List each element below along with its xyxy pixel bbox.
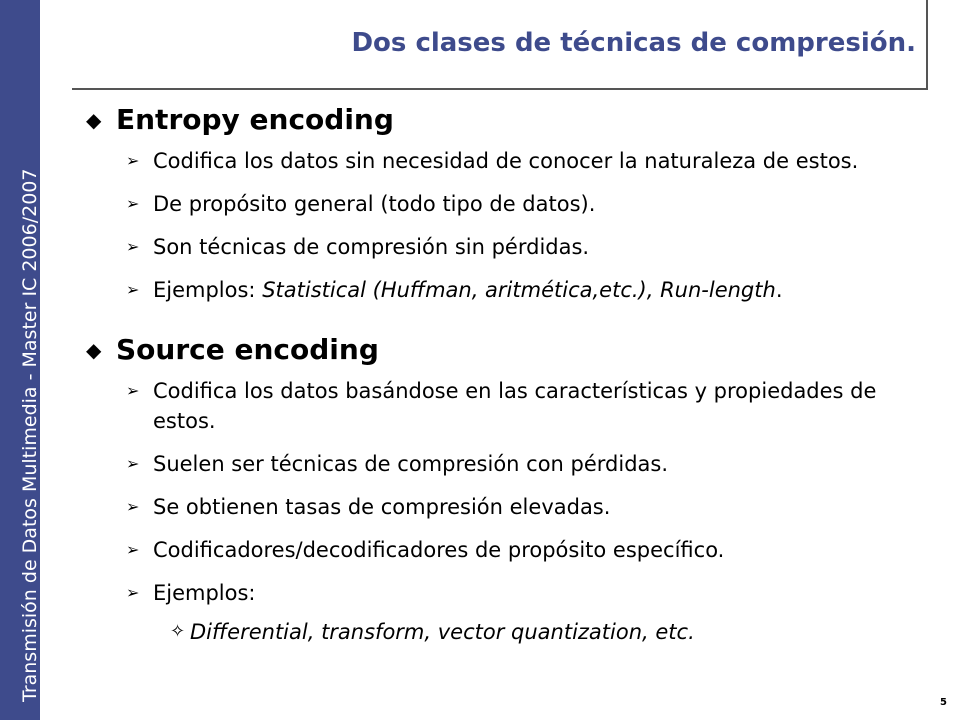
list-item-text: Se obtienen tasas de compresión elevadas.	[153, 495, 611, 519]
list-item	[86, 146, 926, 176]
section-source	[86, 330, 926, 647]
section-heading	[86, 100, 926, 140]
heading-label: Source encoding	[116, 333, 379, 366]
section-heading	[86, 330, 926, 370]
page-number: 5	[940, 697, 947, 708]
sub-list-item-text: Differential, transform, vector quantization, etc.	[190, 620, 695, 644]
list-item-text: Son técnicas de compresión sin pérdidas.	[153, 235, 590, 259]
example-text: Statistical (Huffman, aritmética,etc.), Run-length	[262, 278, 776, 302]
slide-content	[86, 100, 926, 647]
page-title: Dos clases de técnicas de compresión.	[351, 28, 916, 58]
bullet-list	[86, 146, 926, 305]
diamond-icon: ◆	[86, 338, 102, 362]
list-item	[86, 376, 926, 436]
sidebar-footer-text: Transmisión de Datos Multimedia - Master IC 2006/2007	[19, 168, 41, 702]
arrow-icon: ➢	[126, 540, 140, 559]
list-item	[86, 578, 926, 608]
sub-list-item	[86, 617, 926, 647]
side-bar	[0, 0, 40, 720]
list-item	[86, 232, 926, 262]
arrow-icon: ➢	[126, 237, 140, 256]
list-item-text: Suelen ser técnicas de compresión con pérdidas.	[153, 452, 669, 476]
list-item	[86, 492, 926, 522]
arrow-icon: ➢	[126, 194, 140, 213]
diamond-icon: ◆	[86, 108, 102, 132]
section-spacer	[86, 318, 926, 330]
list-item-text: De propósito general (todo tipo de datos).	[153, 192, 596, 216]
arrow-icon: ➢	[126, 151, 140, 170]
star-icon: ✧	[170, 621, 186, 642]
list-item	[86, 189, 926, 219]
example-prefix: Ejemplos:	[153, 278, 263, 302]
section-entropy	[86, 100, 926, 305]
list-item	[86, 449, 926, 479]
list-item	[86, 275, 926, 305]
bullet-list	[86, 376, 926, 608]
arrow-icon: ➢	[126, 280, 140, 299]
list-item-text: Codificadores/decodificadores de propósito específico.	[153, 538, 725, 562]
title-box	[72, 0, 928, 90]
list-item-text: Ejemplos:	[153, 581, 256, 605]
arrow-icon: ➢	[126, 381, 140, 400]
arrow-icon: ➢	[126, 583, 140, 602]
example-suffix: .	[775, 278, 783, 302]
arrow-icon: ➢	[126, 497, 140, 516]
list-item-text: Codifica los datos basándose en las características y propiedades de estos.	[153, 379, 877, 433]
list-item	[86, 535, 926, 565]
arrow-icon: ➢	[126, 454, 140, 473]
heading-label: Entropy encoding	[116, 103, 394, 136]
list-item-text: Codifica los datos sin necesidad de conocer la naturaleza de estos.	[153, 149, 859, 173]
